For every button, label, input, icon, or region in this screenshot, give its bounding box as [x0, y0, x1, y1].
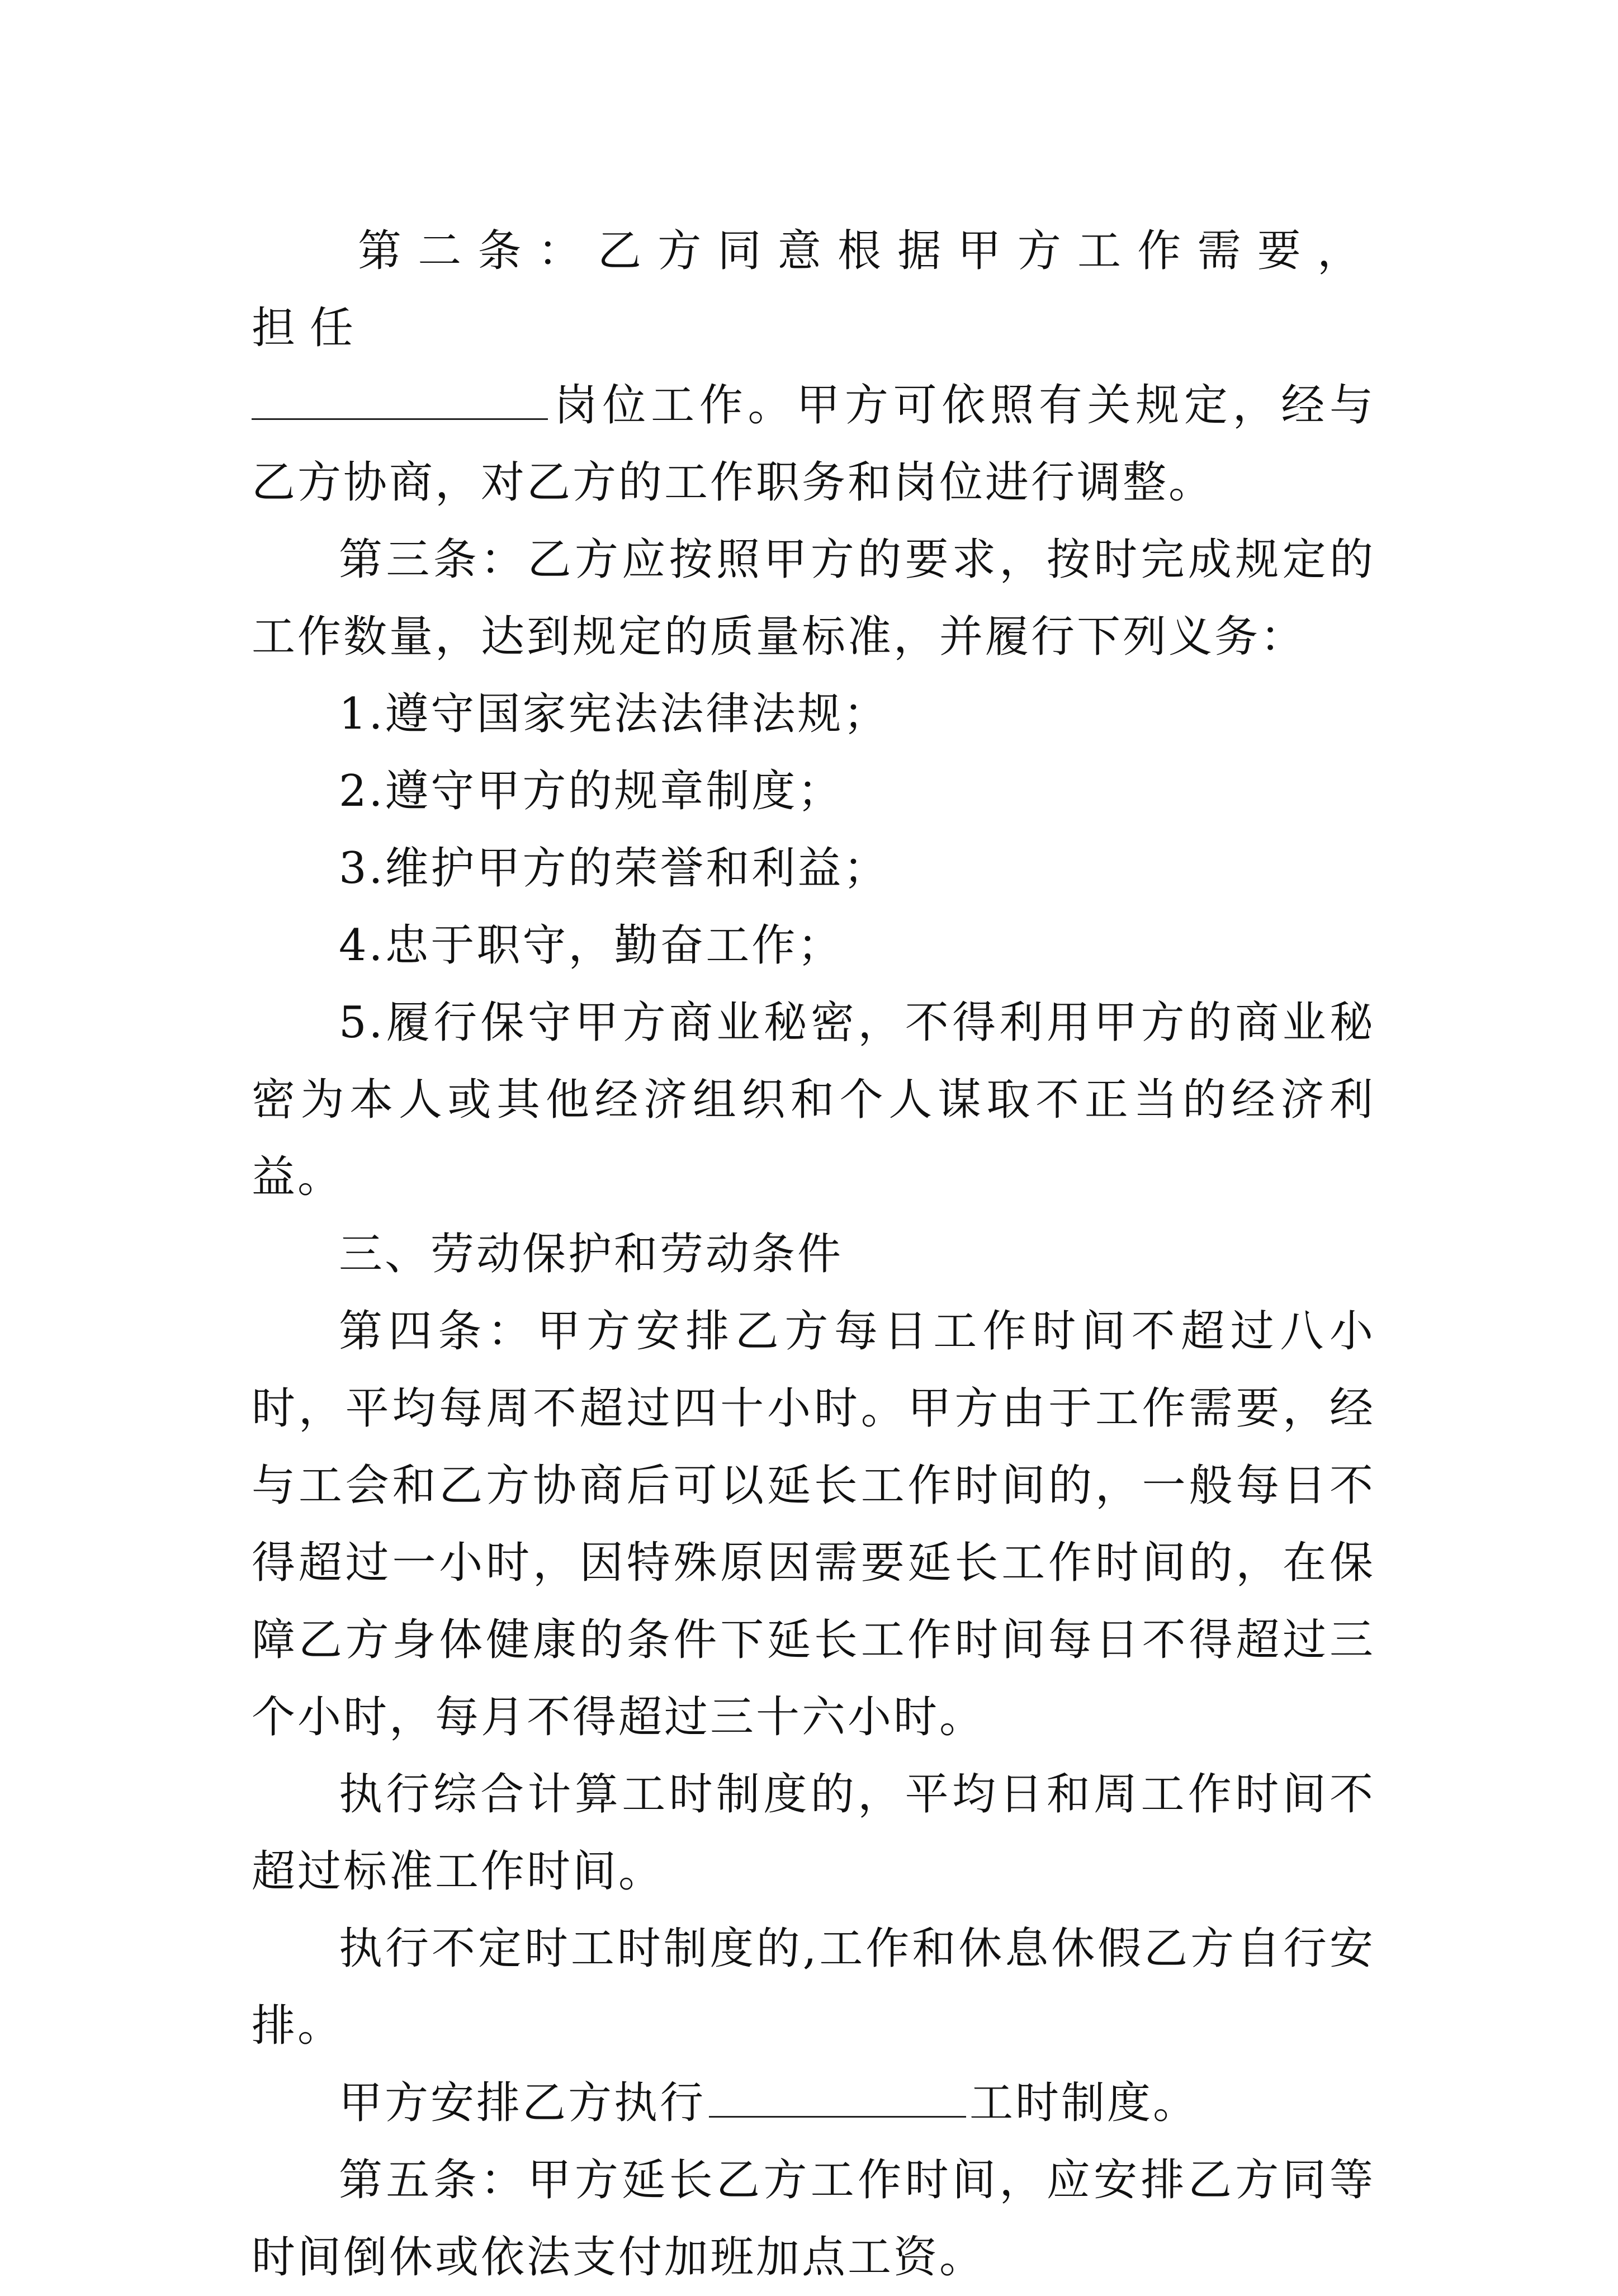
obligation-item-4: 4.忠于职守，勤奋工作；	[339, 920, 844, 971]
hours-system-before: 甲方安排乙方执行	[339, 2078, 706, 2128]
contract-page	[252, 212, 1375, 2296]
obligation-item-2: 2.遵守甲方的规章制度；	[339, 766, 844, 816]
post-blank-field[interactable]	[252, 418, 548, 420]
obligation-item-3: 3.维护甲方的荣誉和利益；	[339, 843, 890, 894]
flexible-hours-text: 执行不定时工时制度的,工作和休息休假乙方自行安排。	[252, 1924, 1375, 2051]
hours-system-after: 工时制度。	[969, 2078, 1199, 2128]
article-2-line-1	[252, 212, 1375, 367]
hours-system-line	[252, 2064, 1375, 2142]
article-2-text: 第二条：乙方同意根据甲方工作需要，担任	[252, 226, 1375, 353]
article-2-continuation	[252, 367, 1375, 521]
article-5-text: 第五条：甲方延长乙方工作时间，应安排乙方同等时间倒休或依法支付加班加点工资。	[252, 2155, 1375, 2283]
obligation-item-1: 1.遵守国家宪法法律法规；	[339, 689, 890, 739]
obligation-item-5: 5.履行保守甲方商业秘密，不得利用甲方的商业秘密为本人或其他经济组织和个人谋取不正当的经济利益。	[252, 998, 1375, 1202]
article-2-after-blank: 岗位工作。甲方可依照有关规定，经与乙方协商，对乙方的工作职务和岗位进行调整。	[252, 380, 1375, 508]
article-3-intro: 第三条：乙方应按照甲方的要求，按时完成规定的工作数量，达到规定的质量标准，并履行下列义务：	[252, 535, 1375, 662]
section-3-heading: 三、劳动保护和劳动条件	[339, 1229, 844, 1279]
hours-system-blank-field[interactable]	[709, 2115, 966, 2118]
article-4-text: 第四条：甲方安排乙方每日工作时间不超过八小时，平均每周不超过四十小时。甲方由于工作需要，经与工会和乙方协商后可以延长工作时间的，一般每日不得超过一小时，因特殊原因需要延长工作时间的，在保障乙方身体健康的条件下延长工作时间每日不得超过三个小时，每月不得超过三十六小时。	[252, 1306, 1375, 1742]
comprehensive-hours-text: 执行综合计算工时制度的，平均日和周工作时间不超过标准工作时间。	[252, 1769, 1375, 1897]
